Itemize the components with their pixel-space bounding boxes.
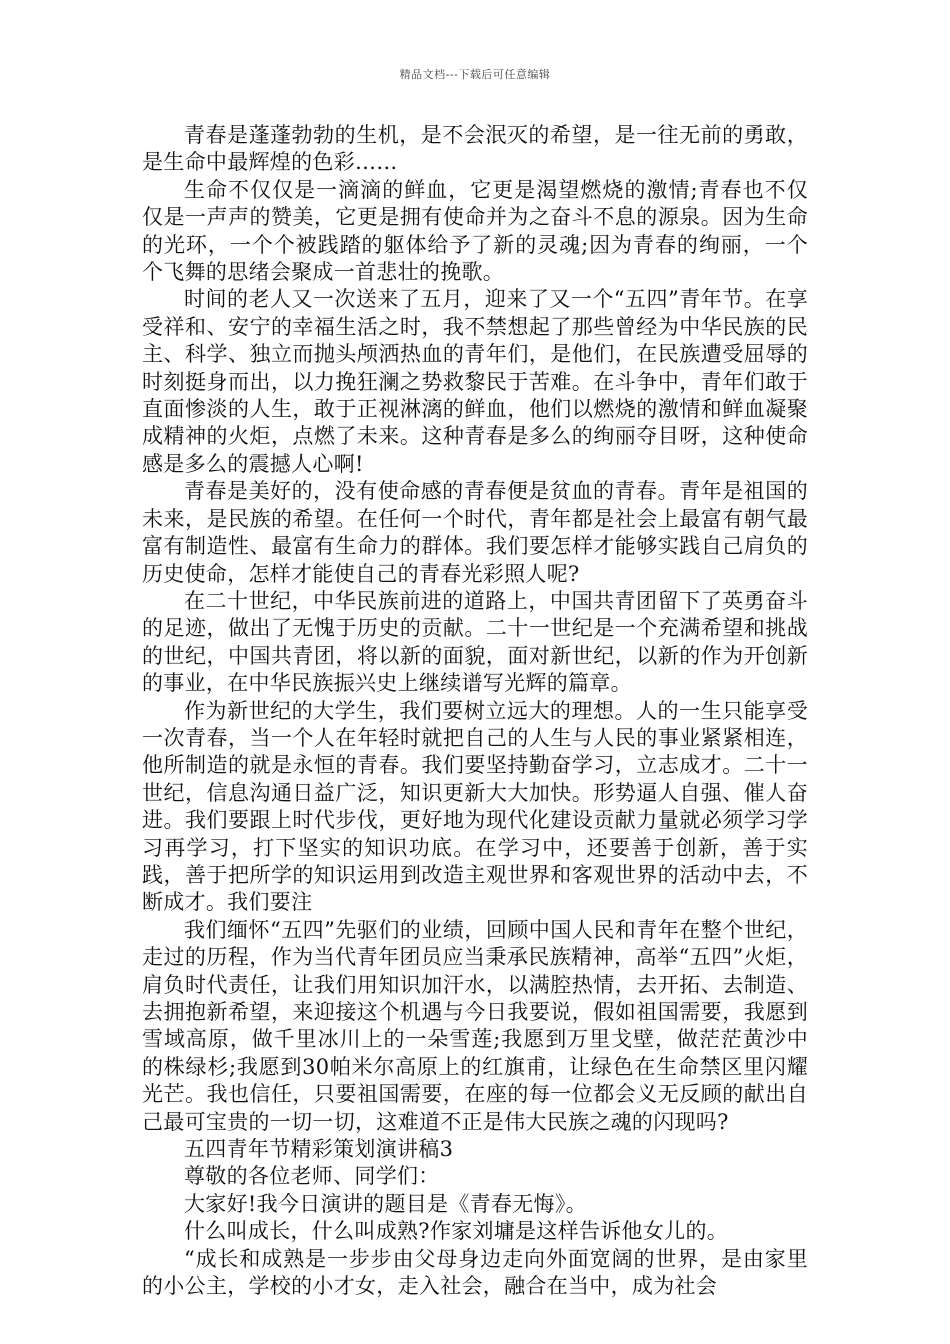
paragraph: 时间的老人又一次送来了五月，迎来了又一个“五四”青年节。在享受祥和、安宁的幸福生活之时，我不禁想起了那些曾经为中华民族的民主、科学、独立而抛头颅洒热血的青年们，是他们，在民族遭受屈辱的时刻挺身而出，以力挽狂澜之势救黎民于苦难。在斗争中，青年们敢于直面惨淡的人生，敢于正视淋漓的鲜血，他们以燃烧的激情和鲜血凝聚成精神的火炬，点燃了未来。这种青春是多么的绚丽夺目呀，这种使命感是多么的震撼人心啊!	[142, 287, 808, 476]
paragraph: 大家好!我今日演讲的题目是《青春无悔》。	[184, 1191, 587, 1216]
paragraph: 青春是美好的，没有使命感的青春便是贫血的青春。青年是祖国的未来，是民族的希望。在任何一个时代，青年都是社会上最富有朝气最富有制造性、最富有生命力的群体。我们要怎样才能够实践自己肩负的历史使命，怎样才能使自己的青春光彩照人呢?	[142, 479, 808, 586]
document-body	[142, 122, 808, 1300]
paragraph: 在二十世纪，中华民族前进的道路上，中国共青团留下了英勇奋斗的足迹，做出了无愧于历史的贡献。二十一世纪是一个充满希望和挑战的世纪，中国共青团，将以新的面貌，面对新世纪，以新的作为开创新的事业，在中华民族振兴史上继续谱写光辉的篇章。	[142, 588, 808, 696]
paragraph: 我们缅怀“五四”先驱们的业绩，回顾中国人民和青年在整个世纪，走过的历程，作为当代青年团员应当秉承民族精神，高举“五四”火炬，肩负时代责任，让我们用知识加汗水，以满腔热情，去开拓、去制造、去拥抱新希望，来迎接这个机遇与今日我要说，假如祖国需要，我愿到雪域高原，做千里冰川上的一朵雪莲;我愿到万里戈壁，做茫茫黄沙中的株绿杉;我愿到30帕米尔高原上的红旗甫，让绿色在生命禁区里闪耀光芒。我也信任，只要祖国需要，在座的每一位都会义无反顾的献出自己最可宝贵的一切一切，这难道不正是伟大民族之魂的闪现吗?	[142, 917, 808, 1134]
salutation: 尊敬的各位老师、同学们：	[184, 1164, 440, 1189]
paragraph: 生命不仅仅是一滴滴的鲜血，它更是渴望燃烧的激情;青春也不仅仅是一声声的赞美，它更是拥有使命并为之奋斗不息的源泉。因为生命的光环，一个个被践踏的躯体给予了新的灵魂;因为青春的绚丽，一个个飞舞的思绪会聚成一首悲壮的挽歌。	[142, 177, 808, 285]
paragraph: 什么叫成长，什么叫成熟?作家刘墉是这样告诉他女儿的。	[184, 1219, 729, 1244]
page-header: 精品文档---下载后可任意编辑	[399, 68, 551, 81]
paragraph: 作为新世纪的大学生，我们要树立远大的理想。人的一生只能享受一次青春，当一个人在年轻时就把自己的人生与人民的事业紧紧相连，他所制造的就是永恒的青春。我们要坚持勤奋学习，立志成才。二十一世纪，信息沟通日益广泛，知识更新大大加快。形势逼人自强、催人奋进。我们要跟上时代步伐，更好地为现代化建设贡献力量就必须学习学习再学习，打下坚实的知识功底。在学习中，还要善于创新，善于实践，善于把所学的知识运用到改造主观世界和客观世界的活动中去，不断成才。我们要注	[142, 698, 808, 915]
section-title: 五四青年节精彩策划演讲稿3	[184, 1137, 454, 1162]
paragraph: 青春是蓬蓬勃勃的生机，是不会泯灭的希望，是一往无前的勇敢，是生命中最辉煌的色彩……	[142, 123, 808, 175]
paragraph: “成长和成熟是一步步由父母身边走向外面宽阔的世界，是由家里的小公主，学校的小才女，走入社会，融合在当中，成为社会	[142, 1246, 808, 1299]
